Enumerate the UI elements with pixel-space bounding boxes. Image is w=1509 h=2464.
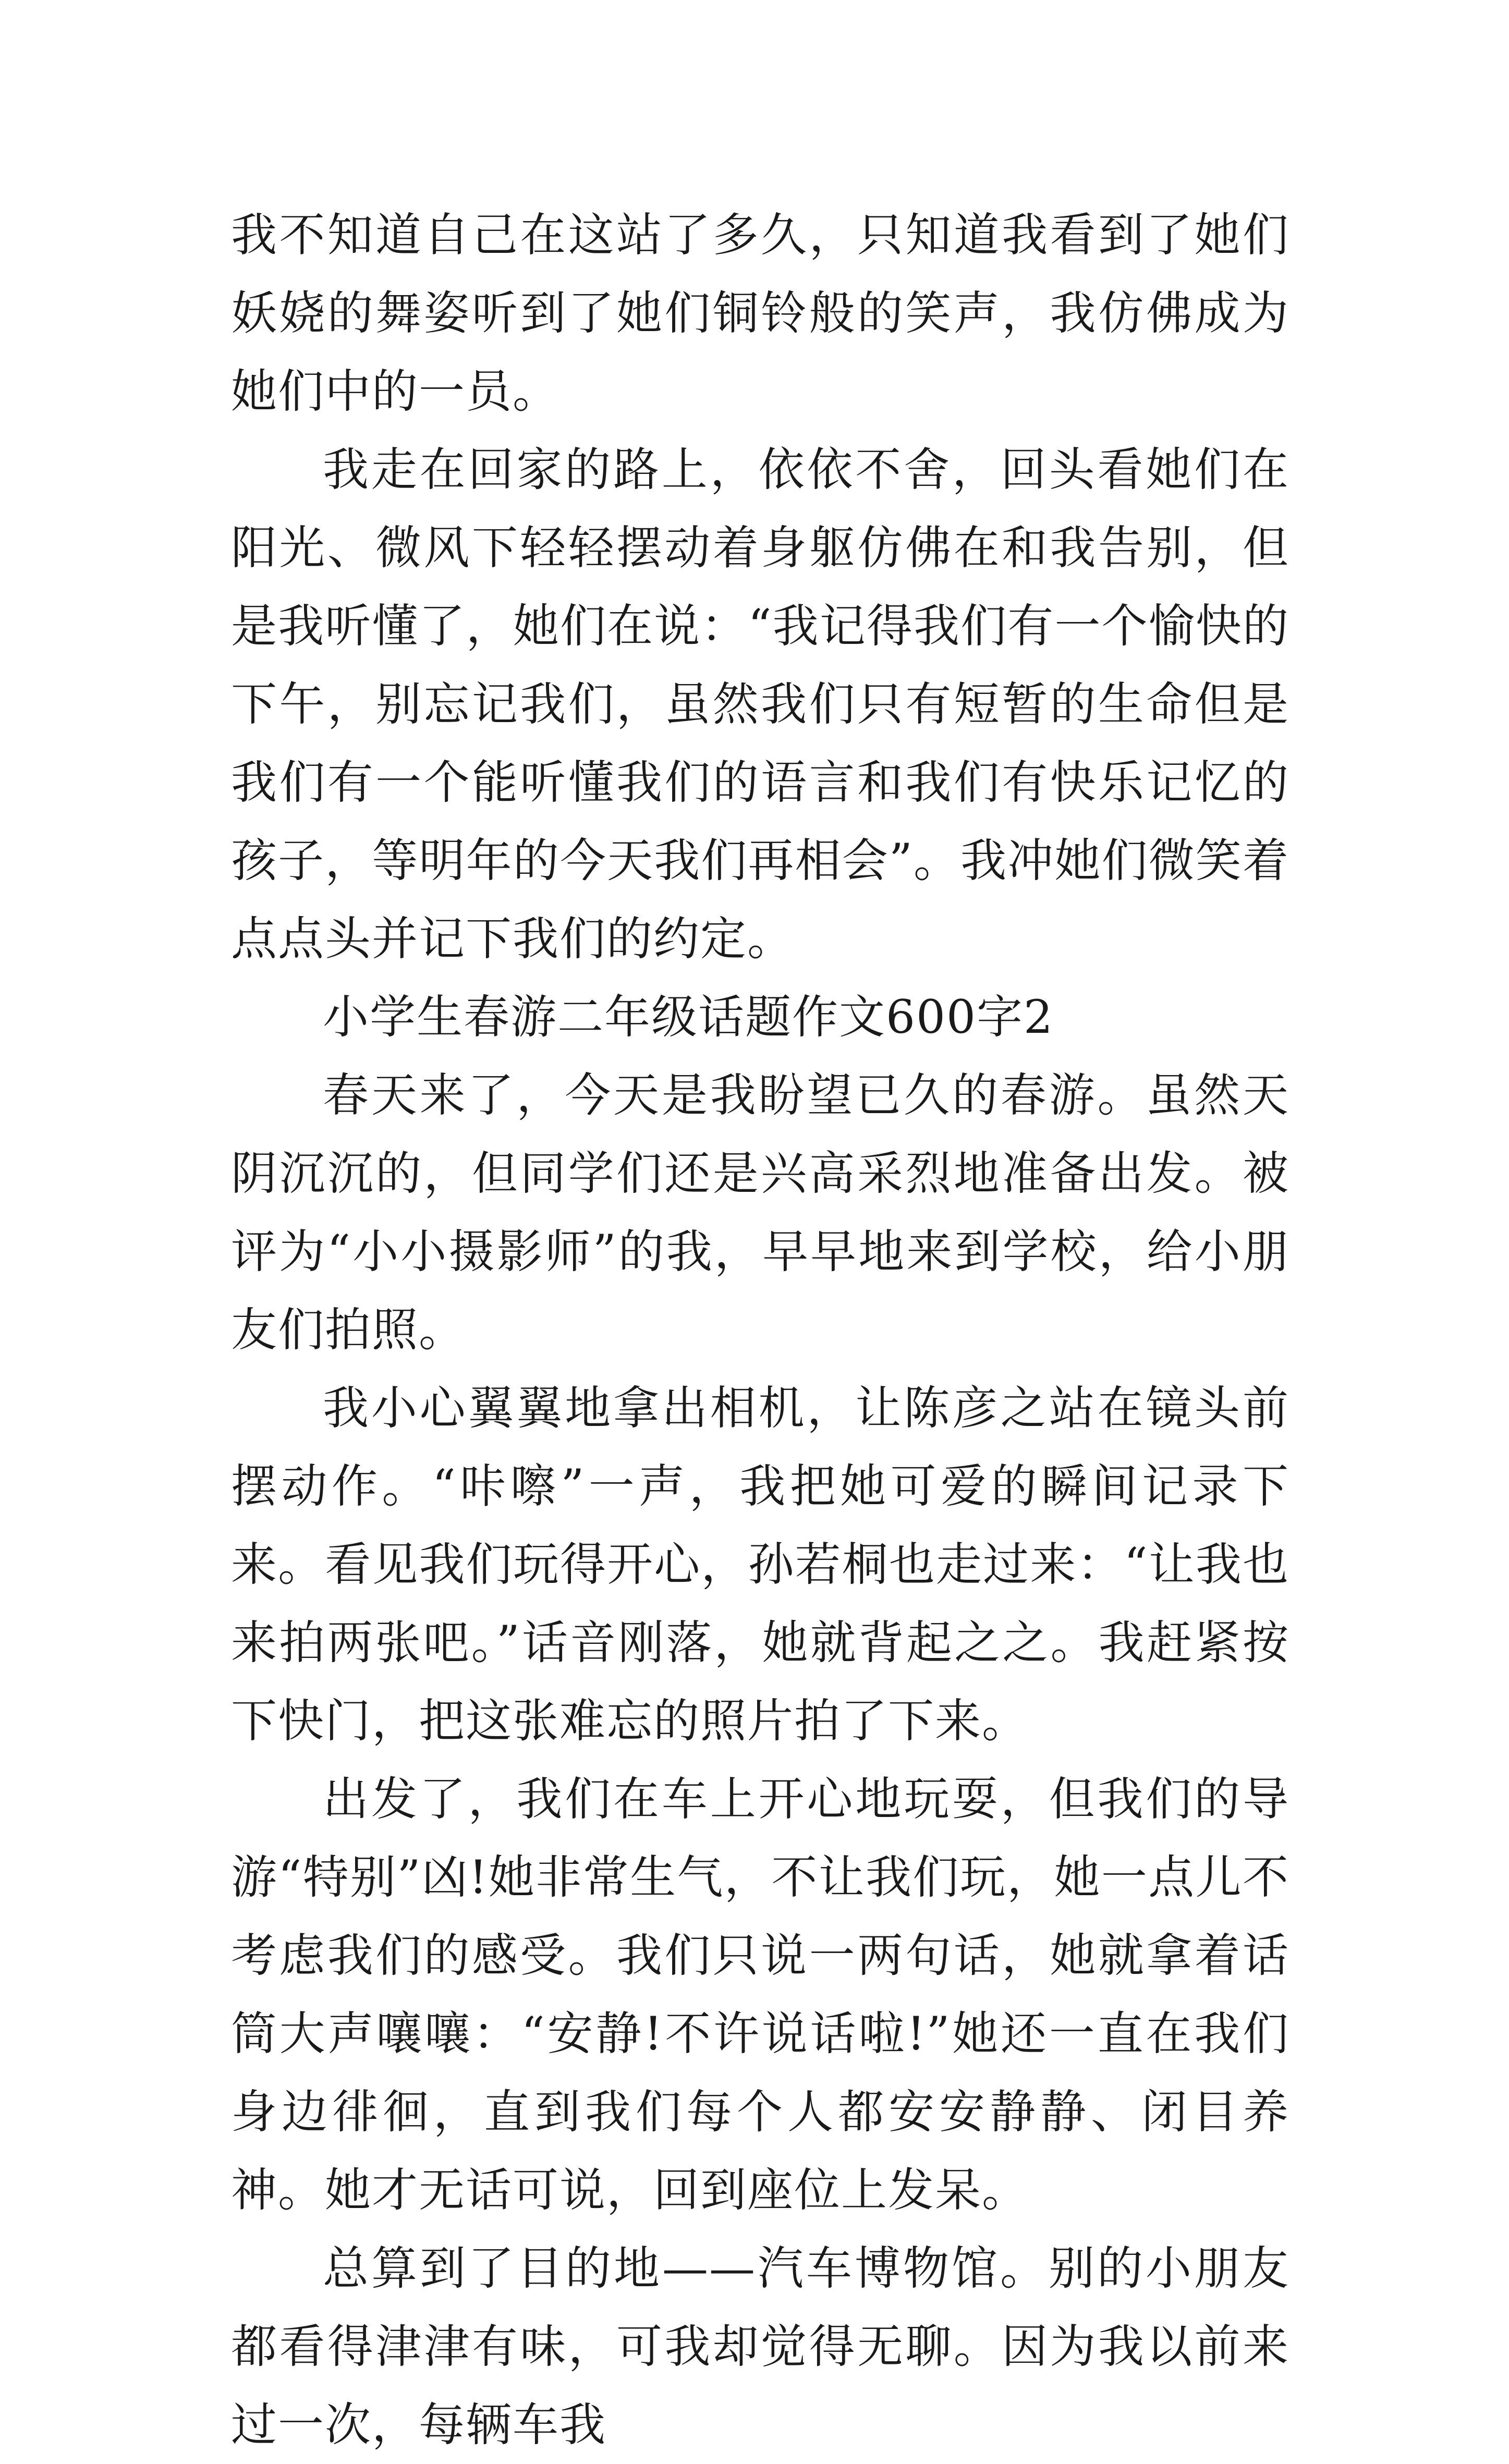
paragraph-1: 我不知道自己在这站了多久，只知道我看到了她们妖娆的舞姿听到了她们铜铃般的笑声，我仿佛成为她们中的一员。 bbox=[231, 208, 1289, 418]
paragraph-4: 春天来了，今天是我盼望已久的春游。虽然天阴沉沉的，但同学们还是兴高采烈地准备出发。被评为“小小摄影师”的我，早早地来到学校，给小朋友们拍照。 bbox=[231, 1068, 1289, 1357]
essay-title: 小学生春游二年级话题作文600字2 bbox=[323, 990, 1054, 1044]
paragraph-6: 出发了，我们在车上开心地玩耍，但我们的导游“特别”凶!她非常生气，不让我们玩，她一点儿不考虑我们的感受。我们只说一两句话，她就拿着话筒大声嚷嚷：“安静!不许说话啦!”她还一直在我们身边徘徊，直到我们每个人都安安静静、闭目养神。她才无话可说，回到座位上发呆。 bbox=[231, 1772, 1289, 2217]
paragraph-7: 总算到了目的地——汽车博物馆。别的小朋友都看得津津有味，可我却觉得无聊。因为我以前来过一次，每辆车我 bbox=[231, 2241, 1289, 2451]
paragraph-2: 我走在回家的路上，依依不舍，回头看她们在阳光、微风下轻轻摆动着身躯仿佛在和我告别，但是我听懂了，她们在说：“我记得我们有一个愉快的下午，别忘记我们，虽然我们只有短暂的生命但是我们有一个能听懂我们的语言和我们有快乐记忆的孩子，等明年的今天我们再相会”。我冲她们微笑着点点头并记下我们的约定。 bbox=[231, 443, 1289, 966]
document-body bbox=[231, 196, 1289, 2464]
paragraph-5: 我小心翼翼地拿出相机，让陈彦之站在镜头前摆动作。“咔嚓”一声，我把她可爱的瞬间记录下来。看见我们玩得开心，孙若桐也走过来：“让我也来拍两张吧。”话音刚落，她就背起之之。我赶紧按下快门，把这张难忘的照片拍了下来。 bbox=[231, 1381, 1289, 1748]
